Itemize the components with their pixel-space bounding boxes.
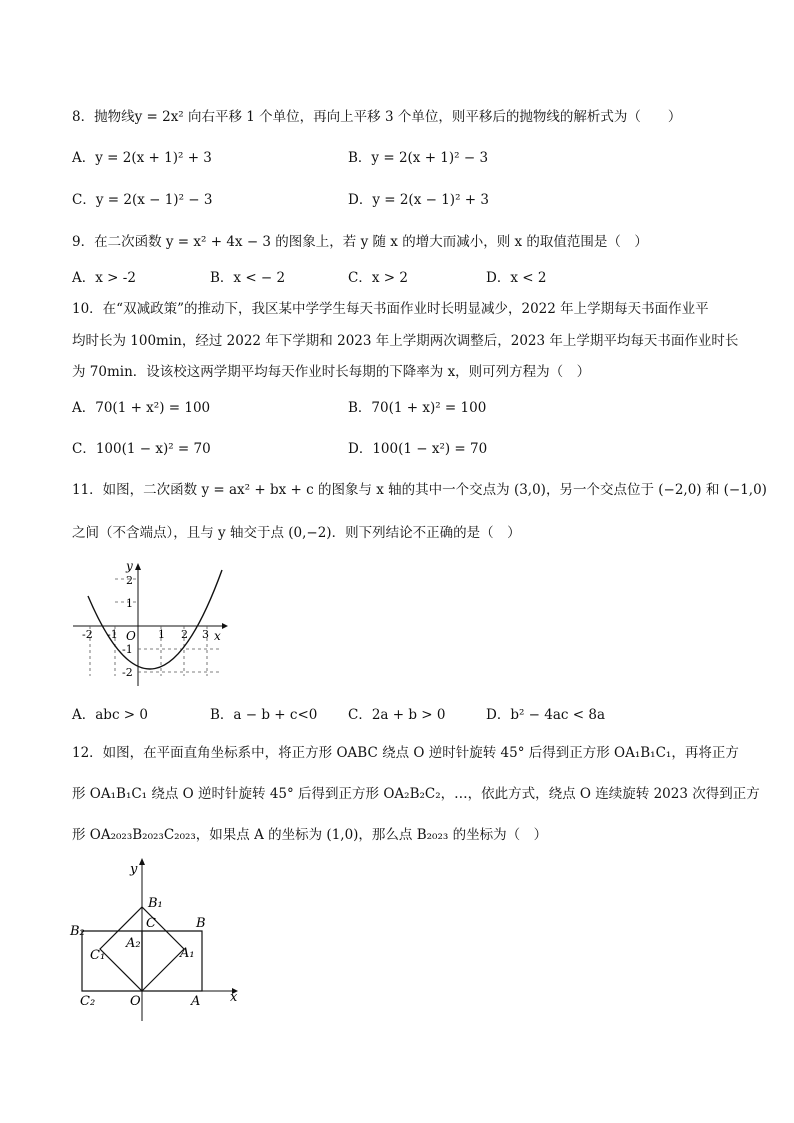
q10-option-b: B．70(1 + x)² = 100 [348,400,487,416]
q9-option-b: B．x < − 2 [210,270,286,286]
q12-label-a2: A₂ [126,936,141,951]
q11-x-tick: 3 [202,628,209,641]
q11-x-tick: -2 [82,628,93,641]
q11-x-tick: 2 [181,628,188,641]
q11-y-arrow [135,563,141,570]
q12-x-label: x [230,990,238,1005]
q8-option-d: D．y = 2(x − 1)² + 3 [348,192,489,208]
q10-line1: 10．在“双减政策”的推动下，我区某中学学生每天书面作业时长明显减少，2022 年上学期每天书面作业平 [72,301,709,317]
q11-x-arrow [222,623,228,629]
q12-y-arrow [139,858,145,865]
q8-option-b: B．y = 2(x + 1)² − 3 [348,150,489,166]
q8-stem: 8．抛物线y = 2x² 向右平移 1 个单位，再向上平移 3 个单位，则平移后的抛物线的解析式为（ ） [72,109,682,125]
q12-label-a: A [191,994,201,1009]
q12-label-a1: A₁ [180,946,195,961]
q12-rotation-figure [60,855,260,1025]
q12-label-b: B [196,916,206,931]
q11-y-label: y [126,559,133,573]
q10-line2: 均时长为 100min，经过 2022 年下学期和 2023 年上学期两次调整后，2023 年上学期平均每天书面作业时长 [72,333,739,349]
q9-option-a: A．x > -2 [72,270,136,286]
q12-label-o: O [130,994,141,1009]
q12-label-c1: C₁ [90,948,106,963]
q11-y-tick: -2 [122,666,133,679]
q9-stem: 9．在二次函数 y = x² + 4x − 3 的图象上，若 y 随 x 的增大而减小，则 x 的取值范围是（ ） [72,234,648,250]
q11-line1: 11．如图，二次函数 y = ax² + bx + c 的图象与 x 轴的其中一个交点为 (3,0)，另一个交点位于 (−2,0) 和 (−1,0) [72,482,767,498]
q8-option-a: A．y = 2(x + 1)² + 3 [72,150,212,166]
q12-label-c: C [146,916,156,931]
q11-y-tick: 1 [126,597,133,610]
q12-label-b1: B₁ [148,896,163,911]
q11-option-d: D．b² − 4ac < 8a [486,707,606,723]
q12-line3: 形 OA₂₀₂₃B₂₀₂₃C₂₀₂₃，如果点 A 的坐标为 (1,0)，那么点 B₂₀₂₃ 的坐标为（ ） [72,827,548,843]
q11-line2: 之间（不含端点），且与 y 轴交于点 (0,−2)．则下列结论不正确的是（ ） [72,525,521,541]
q9-option-d: D．x < 2 [486,270,547,286]
q11-option-c: C．2a + b > 0 [348,707,446,723]
q8-option-c: C．y = 2(x − 1)² − 3 [72,192,213,208]
q11-x-label: x [214,629,221,643]
q11-option-b: B．a − b + c<0 [210,707,318,723]
q9-option-c: C．x > 2 [348,270,408,286]
q10-option-c: C．100(1 − x)² = 70 [72,441,211,457]
q10-line3: 为 70min．设该校这两学期平均每天作业时长每期的下降率为 x，则可列方程为（ ） [72,364,591,380]
q12-line2: 形 OA₁B₁C₁ 绕点 O 逆时针旋转 45° 后得到正方形 OA₂B₂C₂，…，依此方式，绕点 O 连续旋转 2023 次得到正方 [72,786,760,802]
q11-parabola-curve [88,570,222,669]
q12-y-label: y [130,862,138,877]
q11-y-tick: -1 [122,643,133,656]
q12-label-c2: C₂ [80,994,96,1009]
q10-option-d: D．100(1 − x²) = 70 [348,441,488,457]
q10-option-a: A．70(1 + x²) = 100 [72,400,211,416]
q12-label-b2: B₂ [70,924,85,939]
q11-parabola-graph [70,558,230,688]
q11-x-tick: 1 [158,628,165,641]
q11-y-tick: 2 [126,574,133,587]
q11-origin-label: O [126,629,136,643]
q12-line1: 12．如图，在平面直角坐标系中，将正方形 OABC 绕点 O 逆时针旋转 45° 后得到正方形 OA₁B₁C₁，再将正方 [72,745,739,761]
q11-x-tick: -1 [107,628,118,641]
q11-option-a: A．abc > 0 [72,707,148,723]
